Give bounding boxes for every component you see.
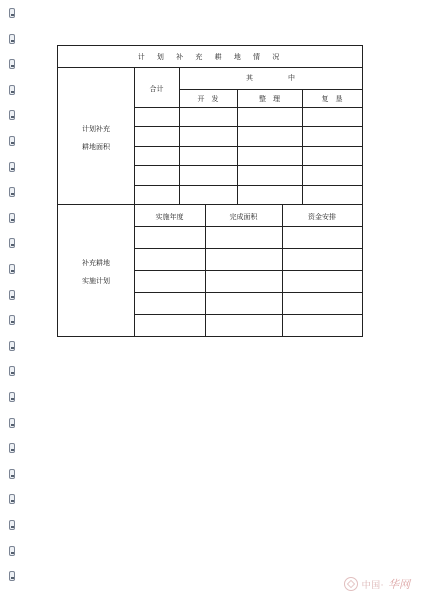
section-divider [58,204,362,205]
supplementary-farmland-table [57,45,363,337]
binding-hole [9,392,15,402]
header-total: 合计 [149,85,164,93]
binding-hole [9,494,15,504]
binding-hole [9,418,15,428]
header-year: 实施年度 [155,213,184,221]
row-divider [58,67,362,68]
row-divider [134,107,362,108]
header-funding: 资金安排 [308,213,336,221]
binding-hole [9,469,15,479]
header-of-which: 其 中 [246,74,295,82]
binding-holes [0,0,20,600]
binding-hole [9,238,15,248]
binding-hole [9,136,15,146]
binding-hole [9,443,15,453]
binding-hole [9,546,15,556]
row-divider [134,314,362,315]
binding-hole [9,264,15,274]
watermark-text: 中国· [361,580,384,591]
section1-label-line2: 耕地面积 [82,143,110,151]
binding-hole [9,213,15,223]
binding-hole [9,366,15,376]
row-divider [134,248,362,249]
row-divider [134,126,362,127]
section2-label-line2: 实施计划 [82,277,110,285]
row-divider [134,146,362,147]
header-completed-area: 完成面积 [229,213,258,221]
row-divider [134,165,362,166]
row-divider [134,226,362,227]
binding-hole [9,8,15,18]
binding-hole [9,187,15,197]
row-divider [179,89,362,90]
section1-label-line1: 计划补充 [82,125,110,133]
binding-hole [9,85,15,95]
binding-hole [9,59,15,69]
header-consolidation: 整 理 [259,95,280,103]
row-divider [134,292,362,293]
binding-hole [9,341,15,351]
binding-hole [9,110,15,120]
binding-hole [9,571,15,581]
row-divider [134,185,362,186]
binding-hole [9,34,15,44]
binding-hole [9,520,15,530]
binding-hole [9,290,15,300]
emblem-icon [344,577,358,591]
section2-label-line1: 补充耕地 [82,259,110,267]
site-watermark [344,576,410,592]
table-title: 计 划 补 充 耕 地 情 况 [137,53,285,61]
watermark-brush-text: 华网 [388,578,410,591]
header-reclamation: 复 垦 [321,95,343,103]
col-divider [179,67,180,204]
header-development: 开 发 [197,95,219,103]
binding-hole [9,315,15,325]
binding-hole [9,162,15,172]
row-divider [134,270,362,271]
